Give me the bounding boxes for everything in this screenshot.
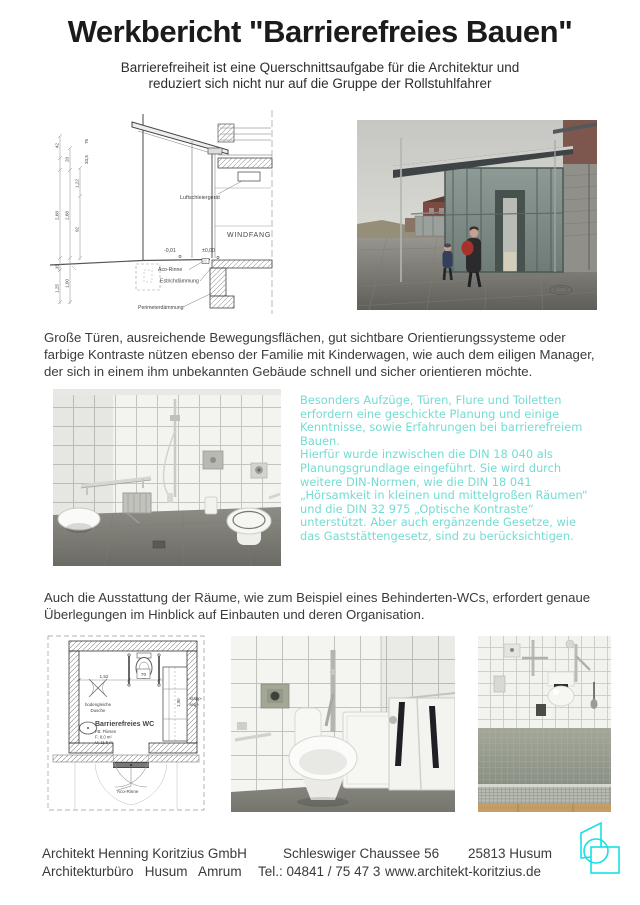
highlight-line: Bauen. [300,433,340,448]
page-title: Werkbericht "Barrierefreies Bauen" [67,14,573,49]
highlight-line: unterstützt. Aber auch ergänzende Gesetze, wie [300,515,576,530]
svg-text:1,52: 1,52 [99,674,109,679]
footer-phone: Tel.: 04841 / 75 47 3 [258,864,381,879]
svg-text:15: 15 [54,263,60,269]
paragraph-line: der sich in einem ihm unbekannten Gebäude schnell und sicher orientieren möchte. [44,364,533,379]
wc-floor-plan-drawing [45,633,207,813]
paragraph-line: Große Türen, ausreichende Bewegungsflächen, gut sichtbare Orientierungssysteme oder [44,330,566,345]
footer-office: Architekturbüro Husum Amrum [42,864,242,879]
plan-toilet [128,653,160,686]
shower-control-panel [203,451,223,469]
level-inside: ±0,00 [202,248,215,254]
facade-band [53,755,199,762]
svg-text:Aco-Rinne: Aco-Rinne [117,789,139,794]
floor-insulation-label: Estrichdämmung [160,278,199,285]
floor-object [536,704,546,716]
plan-floor-label: FB: Fliesen [95,729,117,734]
paragraph-line: Überlegungen im Hinblick auf Einbauten und deren Organisation. [44,607,425,622]
svg-text:33,5: 33,5 [84,155,89,164]
highlight-line: Hierfür wurde inzwischen die DIN 18 040 als [300,447,553,462]
highlight-line: das Gaststättengesetz, sind zu berücksichtigen. [300,528,574,543]
floor-slab [212,260,272,268]
highlight-line: Planungsgrundlage eingeführt. Sie wird durch [300,460,562,475]
footer-city: 25813 Husum [468,846,553,861]
section-detail-drawing [42,108,282,318]
svg-text:2,68: 2,68 [54,211,60,220]
svg-text:Klapp-: Klapp- [189,696,203,701]
plan-drain-callout [116,764,139,794]
highlight-line: Kenntnisse, sowie Erfahrungen bei barrierefreiem [300,420,583,435]
highlight-line: und die DIN 32 975 „Optische Kontraste“ [300,501,534,516]
floor-drain [153,541,165,548]
small-toilet [548,672,574,706]
page-subtitle [0,60,640,92]
flush-plate [261,684,289,708]
level-outside: -0,01 [164,248,176,254]
equipment-paragraph [44,589,610,623]
svg-text:Dusche: Dusche [90,708,106,713]
intro-paragraph [44,329,610,380]
aco-rinne-label: Aco-Rinne [158,267,183,273]
highlight-line: erfordern eine geschickte Planung und einige [300,406,560,421]
ground-line [50,260,210,266]
paragraph-line: Auch die Ausstattung der Räume, wie zum Beispiel eines Behinderten-WCs, erfordert genaue [44,590,591,605]
wall-fixture [566,640,574,648]
highlight-line: weitere DIN-Normen, wie die DIN 18 041 [300,474,532,489]
plan-washbasin [80,722,97,734]
air-curtain-label: Luftschleiergerät [180,195,220,201]
entrance-photo [357,120,597,310]
paper-bin [205,497,217,514]
windfang-label: WINDFANG [227,232,272,239]
plan-title: Barrierefreies WC [95,721,155,728]
svg-text:70: 70 [140,673,147,678]
footing [210,268,226,296]
drain-gutter [202,259,209,264]
svg-text:1,22: 1,22 [74,179,80,188]
paragraph-line: farbige Kontraste nützen ebenso der Familie mit Kinderwagen, wie auch dem eiligen Manager, [44,347,595,362]
subtitle-line: reduziert sich nicht nur auf die Gruppe der Rollstuhlfahrer [148,76,492,91]
ceiling-slab [218,158,272,168]
highlight-line: „Hörsamkeit in kleinen und mittelgroßen Räumen“ [300,488,588,503]
svg-text:42: 42 [54,142,60,148]
plan-area-label: F: 8,0 m² [95,734,112,740]
highlight-text [300,394,606,544]
svg-text:20: 20 [64,156,70,162]
manhole-cover [550,286,572,295]
footer-company: Architekt Henning Koritzius GmbH [42,846,247,861]
plan-perimeter-label: U: 11,5 m [95,740,113,745]
dimension-values [55,138,90,293]
accessible-bathroom-photo [53,389,281,566]
drain-grate [478,784,611,804]
flush-plate [504,644,520,657]
svg-text:1,25: 1,25 [54,284,60,293]
svg-text:1,90: 1,90 [176,698,181,707]
svg-text:1,00: 1,00 [64,279,70,288]
dimension-chains [58,134,82,304]
glass-pavilion [445,168,563,272]
architect-logo [563,818,625,880]
svg-text:liege: liege [189,702,199,707]
subtitle-line: Barrierefreiheit ist eine Querschnittsaufgabe für die Architektur und [120,60,520,75]
perimeter-insulation-label: Perimeterdämmung [138,305,184,311]
air-curtain-box [238,172,260,181]
svg-text:92: 92 [74,226,80,232]
svg-text:bodengleiche: bodengleiche [84,702,112,707]
dispenser [494,676,505,692]
wc-photo [231,636,455,812]
wood-threshold [478,804,611,812]
svg-text:75: 75 [84,138,89,144]
highlight-line: Besonders Aufzüge, Türen, Flure und Toiletten [300,393,562,407]
changing-table [389,693,455,790]
footer-website: www.architekt-koritzius.de [385,864,542,879]
svg-text:2,68: 2,68 [64,211,70,220]
footer-street: Schleswiger Chaussee 56 [283,846,440,861]
shower-photo [478,636,611,812]
plan-shower [85,679,112,713]
